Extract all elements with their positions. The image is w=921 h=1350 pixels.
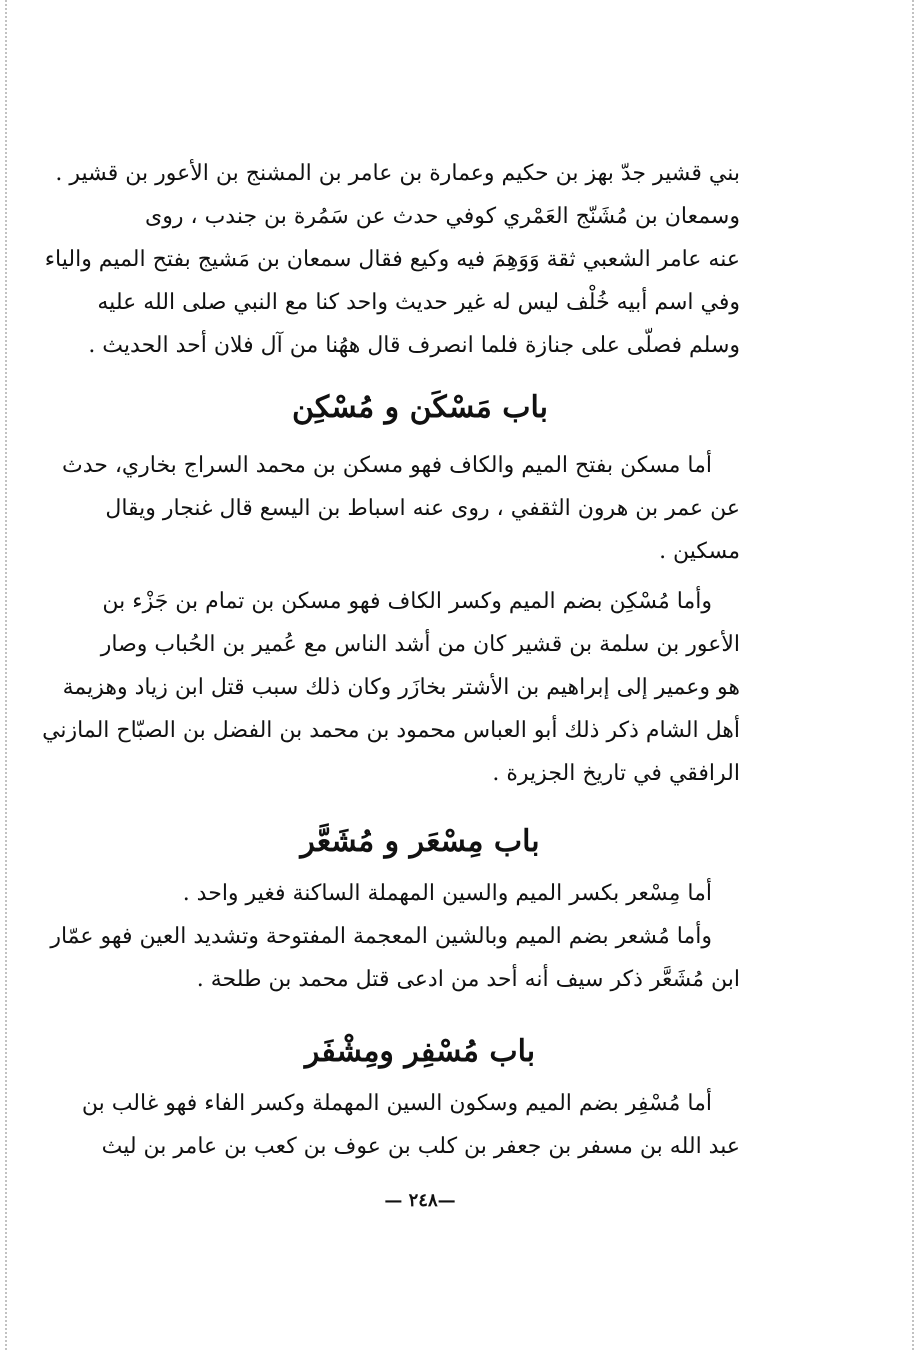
text-line: أما مِسْعر بكسر الميم والسين المهملة الساكنة فغير واحد .	[182, 881, 712, 906]
text-line: أما مسكن بفتح الميم والكاف فهو مسكن بن محمد السراج بخاري، حدث	[61, 453, 712, 478]
text-line: وسمعان بن مُشَنّج العَمْري كوفي حدث عن سَمُرة بن جندب ، روى	[145, 204, 740, 229]
text-line: عن عمر بن هرون الثقفي ، روى عنه اسباط بن اليسع قال غنجار ويقال	[105, 496, 740, 521]
section-heading: باب مِسْعَر و مُشَعَّر	[300, 824, 540, 859]
scan-edge-left	[5, 0, 9, 1350]
scan-edge-right	[912, 0, 916, 1350]
text-line: ابن مُشَعَّر ذكر سيف أنه أحد من ادعى قتل محمد بن طلحة .	[196, 967, 740, 992]
text-line: بني قشير جدّ بهز بن حكيم وعمارة بن عامر بن المشنج بن الأعور بن قشير .	[55, 161, 740, 186]
text-line: عنه عامر الشعبي ثقة وَوَهِمَ فيه وكيع فقال سمعان بن مَشيج بفتح الميم والياء	[44, 247, 740, 272]
text-line: وأما مُشعر بضم الميم وبالشين المعجمة المفتوحة وتشديد العين فهو عمّار	[50, 924, 712, 949]
text-line: وفي اسم أبيه خُلْف ليس له غير حديث واحد كنا مع النبي صلى الله عليه	[97, 290, 740, 315]
text-line: هو وعمير إلى إبراهيم بن الأشتر بخازَر وكان ذلك سبب قتل ابن زياد وهزيمة	[62, 675, 740, 700]
paragraph-5	[50, 915, 740, 1001]
paragraph-2	[61, 444, 740, 573]
text-line: عبد الله بن مسفر بن جعفر بن كلب بن عوف بن كعب بن عامر بن ليث	[101, 1134, 740, 1159]
page-number: — ٢٤٨—	[384, 1190, 456, 1211]
text-line: أما مُسْفِر بضم الميم وسكون السين المهملة وكسر الفاء فهو غالب بن	[81, 1091, 712, 1116]
paragraph-4	[100, 872, 740, 915]
section-heading: باب مُسْفِر ومِشْفَر	[304, 1034, 536, 1069]
text-line: الرافقي في تاريخ الجزيرة .	[492, 761, 740, 786]
text-line: وأما مُسْكِن بضم الميم وكسر الكاف فهو مسكن بن تمام بن جَزْء بن	[102, 589, 712, 614]
text-line: وسلم فصلّى على جنازة فلما انصرف قال ههُنا من آل فلان أحد الحديث .	[88, 333, 740, 358]
text-line: الأعور بن سلمة بن قشير كان من أشد الناس مع عُمير بن الحُباب وصار	[100, 632, 740, 657]
paragraph-3	[42, 580, 740, 795]
paragraph-1	[44, 152, 740, 367]
text-line: أهل الشام ذكر ذلك أبو العباس محمود بن محمد بن الفضل بن الصبّاح المازني	[42, 718, 740, 743]
paragraph-6	[81, 1082, 740, 1168]
section-heading: باب مَسْكَن و مُسْكِن	[291, 390, 549, 425]
text-line: مسكين .	[659, 539, 740, 564]
